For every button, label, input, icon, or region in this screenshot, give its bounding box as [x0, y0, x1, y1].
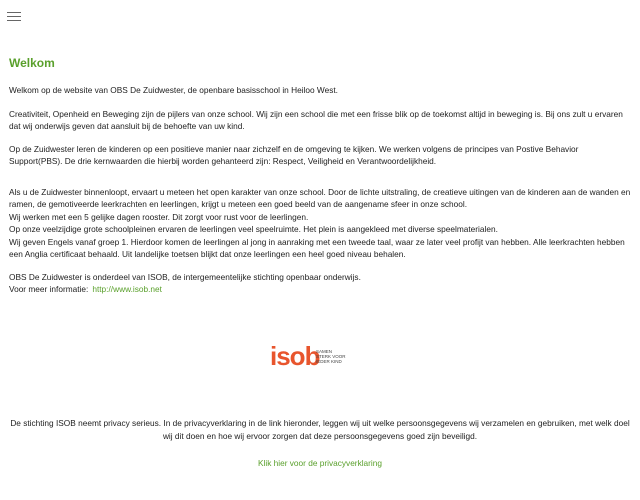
- school-info-line: Als u de Zuidwester binnenloopt, ervaart u meteen het open karakter van onze school. Door de lichte uitstraling, de creatieve uitingen van de kinderen aan de wanden en ramen, de gemotiveerde leerkrachten en leerlingen, krijgt u meteen een goed beeld van de aangename sfeer in onze school.: [9, 186, 631, 209]
- logo-tagline-3: IEDER KIND: [316, 359, 342, 364]
- paragraph-isob: [9, 271, 631, 296]
- main-content: [9, 56, 631, 296]
- privacy-link[interactable]: Klik hier voor de privacyverklaring: [257, 458, 383, 468]
- logo-tagline-2: STERK VOOR: [316, 354, 346, 359]
- isob-line: OBS De Zuidwester is onderdeel van ISOB, de intergemeentelijke stichting openbaar onderwijs.: [9, 271, 361, 282]
- school-info-line: Wij geven Engels vanaf groep 1. Hierdoor komen de leerlingen al jong in aanraking met een tweede taal, waar ze later veel profijt van hebben. Alle leerkrachten hebben een Anglia certificaat behaald. Uit landelijke toetsen blijkt dat onze leerlingen een heel goed niveau behalen.: [9, 236, 625, 259]
- logo-tagline-1: SAMEN: [316, 349, 333, 354]
- school-info-line: Op onze veelzijdige grote schoolpleinen ervaren de leerlingen veel speelruimte. Het plein is aangekleed met diverse speelmaterialen.: [9, 224, 498, 234]
- isob-website-link[interactable]: http://www.isob.net: [92, 284, 162, 294]
- paragraph-school-info: [9, 186, 631, 261]
- more-info-label: Voor meer informatie:: [9, 284, 89, 294]
- more-info-line: [9, 283, 631, 296]
- paragraph-pillars: Creativiteit, Openheid en Beweging zijn de pijlers van onze school. Wij zijn een school die met een frisse blik op de toekomst altijd in beweging is. Bij ons zult u ervaren dat wij onderwijs geven dat aansluit bij de behoefte van uw kind.: [9, 108, 623, 131]
- privacy-notice: De stichting ISOB neemt privacy serieus. In de privacyverklaring in de link hieronder, leggen wij uit welke persoonsgegevens wij verzamelen en gebruiken, met welk doel wij dit doen en hoe wij ervoor zorgen dat deze persoonsgegevens goed zijn beveiligd.: [10, 418, 630, 441]
- isob-logo: [270, 339, 346, 375]
- page-title: Welkom: [9, 56, 55, 70]
- logo-wordmark: isob: [270, 341, 320, 371]
- hamburger-menu-icon[interactable]: [7, 12, 21, 24]
- intro-paragraph: Welkom op de website van OBS De Zuidwester, de openbare basisschool in Heiloo West.: [9, 85, 338, 95]
- paragraph-pbs: Op de Zuidwester leren de kinderen op een positieve manier naar zichzelf en de omgeving te kijken. We werken volgens de principes van Postive Behavior Support(PBS). De drie kernwaarden die hierbij worden gehanteerd zijn: Respect, Veiligheid en Verantwoordelijkheid.: [9, 143, 579, 166]
- school-info-line: Wij werken met een 5 gelijke dagen rooster. Dit zorgt voor rust voor de leerlingen.: [9, 211, 309, 222]
